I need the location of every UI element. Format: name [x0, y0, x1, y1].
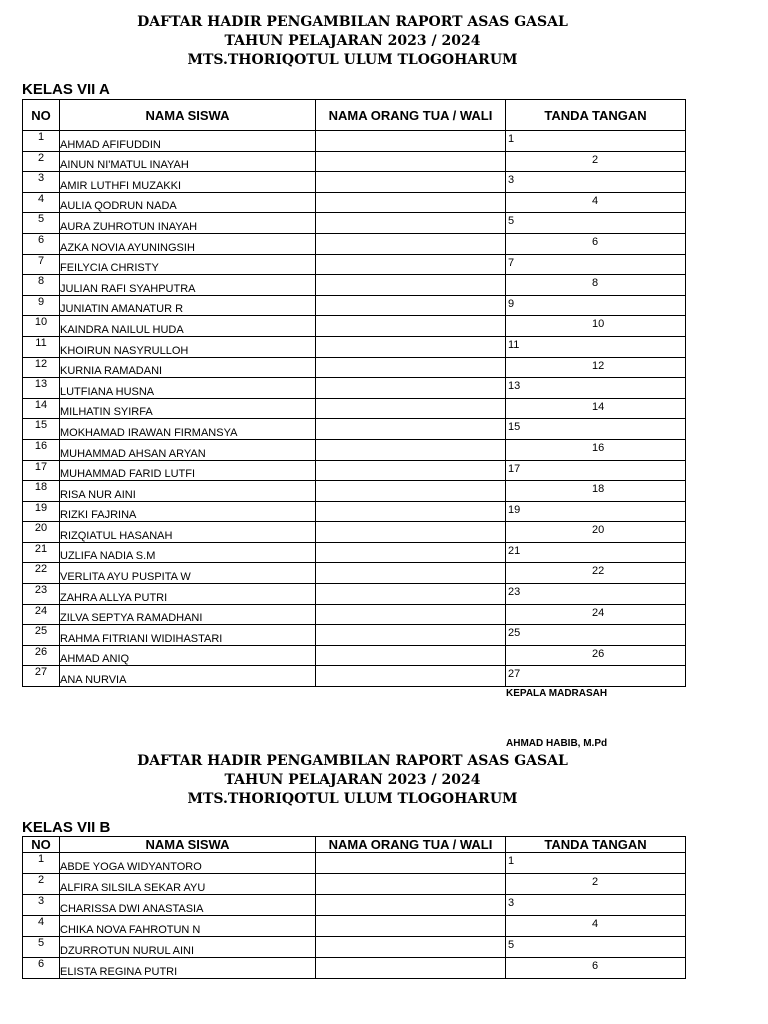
- student-name: JULIAN RAFI SYAHPUTRA: [60, 275, 316, 296]
- parent-name-cell[interactable]: [316, 958, 506, 979]
- table-row: [23, 378, 686, 399]
- table-row: [23, 172, 686, 193]
- signature-number: 22: [592, 565, 605, 578]
- student-name: RAHMA FITRIANI WIDIHASTARI: [60, 625, 316, 646]
- row-number: 24: [23, 604, 60, 625]
- parent-name-cell[interactable]: [316, 295, 506, 316]
- signature-number: 17: [508, 462, 521, 475]
- parent-name-cell[interactable]: [316, 151, 506, 172]
- signature-number: 14: [592, 400, 605, 413]
- row-number: 18: [23, 481, 60, 502]
- title-line: MTS.THORIQOTUL ULUM TLOGOHARUM: [187, 52, 518, 68]
- attendance-table-a: [22, 99, 686, 687]
- parent-name-cell[interactable]: [316, 275, 506, 296]
- student-name: CHARISSA DWI ANASTASIA: [60, 895, 316, 916]
- row-number: 13: [23, 378, 60, 399]
- signature-number: 1: [508, 133, 515, 145]
- row-number: 1: [23, 853, 60, 874]
- parent-name-cell[interactable]: [316, 192, 506, 213]
- parent-name-cell[interactable]: [316, 460, 506, 481]
- signature-number: 20: [592, 524, 605, 537]
- row-number: 22: [23, 563, 60, 584]
- table-row: [23, 522, 686, 543]
- title-line: DAFTAR HADIR PENGAMBILAN RAPORT ASAS GASAL: [137, 14, 568, 30]
- row-number: 8: [23, 275, 60, 296]
- signature-cell[interactable]: [506, 213, 686, 234]
- parent-name-cell[interactable]: [316, 419, 506, 440]
- signature-number: 3: [508, 897, 515, 909]
- signature-cell[interactable]: [506, 439, 686, 460]
- table-row: [23, 151, 686, 172]
- row-number: 4: [23, 192, 60, 213]
- header-parent-name: NAMA ORANG TUA / WALI: [316, 100, 506, 131]
- class-label-b: KELAS VII B: [22, 819, 111, 836]
- table-row: [23, 439, 686, 460]
- signature-cell[interactable]: [506, 584, 686, 605]
- table-row: [23, 460, 686, 481]
- table-row: [23, 316, 686, 337]
- row-number: 6: [23, 233, 60, 254]
- parent-name-cell[interactable]: [316, 874, 506, 895]
- attendance-table-b: [22, 836, 686, 979]
- signature-number: 6: [592, 960, 599, 972]
- table-row: [23, 874, 686, 895]
- row-number: 2: [23, 874, 60, 895]
- signature-cell[interactable]: [506, 522, 686, 543]
- row-number: 20: [23, 522, 60, 543]
- signature-cell[interactable]: [506, 419, 686, 440]
- parent-name-cell[interactable]: [316, 895, 506, 916]
- signature-number: 27: [508, 668, 521, 681]
- signature-number: 12: [592, 359, 605, 372]
- parent-name-cell[interactable]: [316, 398, 506, 419]
- row-number: 26: [23, 645, 60, 666]
- student-name: RIZKI FAJRINA: [60, 501, 316, 522]
- table-row: [23, 916, 686, 937]
- table-row: [23, 357, 686, 378]
- row-number: 10: [23, 316, 60, 337]
- title-line: MTS.THORIQOTUL ULUM TLOGOHARUM: [187, 791, 518, 807]
- parent-name-cell[interactable]: [316, 666, 506, 687]
- table-row: [23, 295, 686, 316]
- signature-number: 2: [592, 876, 599, 888]
- signature-number: 2: [592, 153, 599, 166]
- table-row: [23, 419, 686, 440]
- student-name: AZKA NOVIA AYUNINGSIH: [60, 233, 316, 254]
- parent-name-cell[interactable]: [316, 213, 506, 234]
- signature-cell[interactable]: [506, 316, 686, 337]
- table-row: [23, 584, 686, 605]
- signature-cell[interactable]: [506, 233, 686, 254]
- table-row: [23, 398, 686, 419]
- row-number: 3: [23, 172, 60, 193]
- table-row: [23, 895, 686, 916]
- student-name: ZILVA SEPTYA RAMADHANI: [60, 604, 316, 625]
- title-line: TAHUN PELAJARAN 2023 / 2024: [224, 772, 481, 788]
- table-row: [23, 604, 686, 625]
- header-no: NO: [23, 100, 60, 131]
- signature-cell[interactable]: [506, 625, 686, 646]
- signature-cell[interactable]: [506, 895, 686, 916]
- student-name: LUTFIANA HUSNA: [60, 378, 316, 399]
- signature-number: 5: [508, 215, 515, 228]
- header-signature: TANDA TANGAN: [506, 837, 686, 853]
- title-line: TAHUN PELAJARAN 2023 / 2024: [224, 33, 481, 49]
- signature-cell[interactable]: [506, 853, 686, 874]
- table-row: [23, 666, 686, 687]
- table-row: [23, 625, 686, 646]
- row-number: 5: [23, 213, 60, 234]
- signature-number: 9: [508, 297, 515, 310]
- parent-name-cell[interactable]: [316, 378, 506, 399]
- parent-name-cell[interactable]: [316, 233, 506, 254]
- row-number: 11: [23, 336, 60, 357]
- signature-number: 26: [592, 647, 605, 660]
- table-row: [23, 481, 686, 502]
- table-header-row: [23, 100, 686, 131]
- student-name: MUHAMMAD AHSAN ARYAN: [60, 439, 316, 460]
- parent-name-cell[interactable]: [316, 172, 506, 193]
- row-number: 7: [23, 254, 60, 275]
- parent-name-cell[interactable]: [316, 625, 506, 646]
- student-name: CHIKA NOVA FAHROTUN N: [60, 916, 316, 937]
- student-name: VERLITA AYU PUSPITA W: [60, 563, 316, 584]
- signature-cell[interactable]: [506, 666, 686, 687]
- row-number: 12: [23, 357, 60, 378]
- signature-cell[interactable]: [506, 460, 686, 481]
- signature-number: 8: [592, 277, 599, 290]
- student-name: ZAHRA ALLYA PUTRI: [60, 584, 316, 605]
- signature-number: 5: [508, 939, 515, 951]
- row-number: 14: [23, 398, 60, 419]
- row-number: 9: [23, 295, 60, 316]
- signature-cell[interactable]: [506, 645, 686, 666]
- signature-cell[interactable]: [506, 254, 686, 275]
- parent-name-cell[interactable]: [316, 937, 506, 958]
- student-name: AHMAD AFIFUDDIN: [60, 131, 316, 152]
- row-number: 19: [23, 501, 60, 522]
- signature-cell[interactable]: [506, 357, 686, 378]
- signature-number: 18: [592, 483, 605, 496]
- document-title-b: [0, 752, 705, 809]
- parent-name-cell[interactable]: [316, 336, 506, 357]
- signature-cell[interactable]: [506, 398, 686, 419]
- row-number: 6: [23, 958, 60, 979]
- student-name: ALFIRA SILSILA SEKAR AYU: [60, 874, 316, 895]
- parent-name-cell[interactable]: [316, 542, 506, 563]
- signature-cell[interactable]: [506, 958, 686, 979]
- signature-number: 4: [592, 194, 599, 207]
- signature-number: 10: [592, 318, 605, 331]
- signature-number: 25: [508, 627, 521, 640]
- signature-number: 19: [508, 503, 521, 516]
- table-row: [23, 853, 686, 874]
- principal-role: KEPALA MADRASAH: [506, 688, 608, 699]
- signature-cell[interactable]: [506, 151, 686, 172]
- parent-name-cell[interactable]: [316, 584, 506, 605]
- class-label-a: KELAS VII A: [22, 81, 110, 98]
- parent-name-cell[interactable]: [316, 563, 506, 584]
- table-row: [23, 937, 686, 958]
- signature-number: 4: [592, 918, 599, 930]
- header-student-name: NAMA SISWA: [60, 100, 316, 131]
- signature-number: 11: [508, 338, 520, 351]
- student-name: MILHATIN SYIRFA: [60, 398, 316, 419]
- table-row: [23, 563, 686, 584]
- parent-name-cell[interactable]: [316, 357, 506, 378]
- document-title-a: [0, 13, 705, 70]
- signature-cell[interactable]: [506, 275, 686, 296]
- row-number: 27: [23, 666, 60, 687]
- parent-name-cell[interactable]: [316, 439, 506, 460]
- row-number: 1: [23, 131, 60, 152]
- parent-name-cell[interactable]: [316, 916, 506, 937]
- student-name: AULIA QODRUN NADA: [60, 192, 316, 213]
- table-row: [23, 542, 686, 563]
- student-name: ABDE YOGA WIDYANTORO: [60, 853, 316, 874]
- row-number: 15: [23, 419, 60, 440]
- signature-cell[interactable]: [506, 604, 686, 625]
- parent-name-cell[interactable]: [316, 254, 506, 275]
- row-number: 2: [23, 151, 60, 172]
- row-number: 5: [23, 937, 60, 958]
- row-number: 17: [23, 460, 60, 481]
- student-name: JUNIATIN AMANATUR R: [60, 295, 316, 316]
- signature-cell[interactable]: [506, 501, 686, 522]
- student-name: KURNIA RAMADANI: [60, 357, 316, 378]
- student-name: KAINDRA NAILUL HUDA: [60, 316, 316, 337]
- parent-name-cell[interactable]: [316, 131, 506, 152]
- signature-cell[interactable]: [506, 131, 686, 152]
- table-row: [23, 501, 686, 522]
- signature-number: 16: [592, 441, 605, 454]
- signature-number: 23: [508, 586, 521, 599]
- row-number: 3: [23, 895, 60, 916]
- student-name: UZLIFA NADIA S.M: [60, 542, 316, 563]
- signature-number: 6: [592, 235, 599, 248]
- signature-number: 24: [592, 606, 605, 619]
- student-name: AHMAD ANIQ: [60, 645, 316, 666]
- student-name: AURA ZUHROTUN INAYAH: [60, 213, 316, 234]
- signature-cell[interactable]: [506, 336, 686, 357]
- signature-cell[interactable]: [506, 481, 686, 502]
- row-number: 16: [23, 439, 60, 460]
- signature-cell[interactable]: [506, 295, 686, 316]
- signature-cell[interactable]: [506, 172, 686, 193]
- table-header-row: [23, 837, 686, 853]
- parent-name-cell[interactable]: [316, 481, 506, 502]
- signature-cell[interactable]: [506, 937, 686, 958]
- student-name: MUHAMMAD FARID LUTFI: [60, 460, 316, 481]
- header-no: NO: [23, 837, 60, 853]
- signature-cell[interactable]: [506, 916, 686, 937]
- student-name: RIZQIATUL HASANAH: [60, 522, 316, 543]
- parent-name-cell[interactable]: [316, 316, 506, 337]
- parent-name-cell[interactable]: [316, 522, 506, 543]
- header-parent-name: NAMA ORANG TUA / WALI: [316, 837, 506, 853]
- table-row: [23, 958, 686, 979]
- principal-name: AHMAD HABIB, M.Pd: [506, 738, 608, 749]
- title-line: DAFTAR HADIR PENGAMBILAN RAPORT ASAS GASAL: [137, 753, 568, 769]
- student-name: RISA NUR AINI: [60, 481, 316, 502]
- student-name: FEILYCIA CHRISTY: [60, 254, 316, 275]
- signature-number: 13: [508, 380, 521, 393]
- student-name: ELISTA REGINA PUTRI: [60, 958, 316, 979]
- student-name: DZURROTUN NURUL AINI: [60, 937, 316, 958]
- row-number: 23: [23, 584, 60, 605]
- table-row: [23, 336, 686, 357]
- signature-cell[interactable]: [506, 192, 686, 213]
- table-row: [23, 254, 686, 275]
- header-student-name: NAMA SISWA: [60, 837, 316, 853]
- signature-cell[interactable]: [506, 542, 686, 563]
- table-row: [23, 192, 686, 213]
- student-name: AINUN NI'MATUL INAYAH: [60, 151, 316, 172]
- parent-name-cell[interactable]: [316, 853, 506, 874]
- parent-name-cell[interactable]: [316, 645, 506, 666]
- signature-cell[interactable]: [506, 874, 686, 895]
- parent-name-cell[interactable]: [316, 501, 506, 522]
- table-row: [23, 131, 686, 152]
- parent-name-cell[interactable]: [316, 604, 506, 625]
- signature-number: 1: [508, 855, 515, 867]
- signature-number: 21: [508, 544, 521, 557]
- table-row: [23, 645, 686, 666]
- header-signature: TANDA TANGAN: [506, 100, 686, 131]
- student-name: ANA NURVIA: [60, 666, 316, 687]
- student-name: KHOIRUN NASYRULLOH: [60, 336, 316, 357]
- student-name: MOKHAMAD IRAWAN FIRMANSYA: [60, 419, 316, 440]
- signature-number: 3: [508, 174, 515, 187]
- row-number: 25: [23, 625, 60, 646]
- row-number: 21: [23, 542, 60, 563]
- signature-number: 7: [508, 256, 515, 269]
- student-name: AMIR LUTHFI MUZAKKI: [60, 172, 316, 193]
- signature-cell[interactable]: [506, 378, 686, 399]
- table-row: [23, 275, 686, 296]
- row-number: 4: [23, 916, 60, 937]
- table-row: [23, 213, 686, 234]
- signature-cell[interactable]: [506, 563, 686, 584]
- signature-number: 15: [508, 421, 521, 434]
- table-row: [23, 233, 686, 254]
